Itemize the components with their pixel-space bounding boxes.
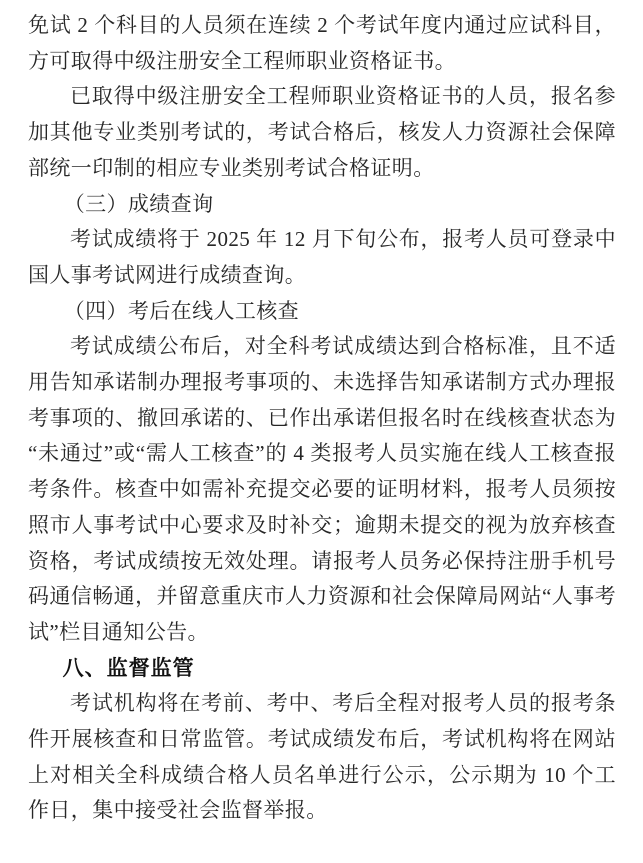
paragraph-supervision-detail: 考试机构将在考前、考中、考后全程对报考人员的报考条件开展核查和日常监管。考试成绩发布后，考试机构将在网站上对相关全科成绩合格人员名单进行公示，公示期为 10 个工作日，集中接受社会监督举报。 bbox=[28, 691, 616, 823]
heading-supervision: 八、监督监管 bbox=[62, 656, 195, 680]
paragraph-exemption-rule-continuation: 免试 2 个科目的人员须在连续 2 个考试年度内通过应试科目，方可取得中级注册安全工程师职业资格证书。 bbox=[28, 13, 616, 73]
subheading-post-exam-verification: （四）考后在线人工核查 bbox=[63, 298, 300, 323]
paragraph-certificate-holders-rule: 已取得中级注册安全工程师职业资格证书的人员，报名参加其他专业类别考试的，考试合格后，核发人力资源社会保障部统一印制的相应专业类别考试合格证明。 bbox=[28, 84, 616, 180]
paragraph-verification-procedure: 考试成绩公布后，对全科考试成绩达到合格标准，且不适用告知承诺制办理报考事项的、未选择告知承诺制方式办理报考事项的、撤回承诺的、已作出承诺但报名时在线核查状态为“未通过”或“需人工核查”的 4 类报考人员实施在线人工核查报考条件。核查中如需补充提交必要的证明材料，报考人员须按照市人事考试中心要求及时补交；逾期未提交的视为放弃核查资格，考试成绩按无效处理。请报考人员务必保持注册手机号码通信畅通，并留意重庆市人力资源和社会保障局网站“人事考试”栏目通知公告。 bbox=[28, 334, 616, 644]
paragraph-score-release-info: 考试成绩将于 2025 年 12 月下旬公布，报考人员可登录中国人事考试网进行成绩查询。 bbox=[28, 227, 616, 287]
subheading-score-query: （三）成绩查询 bbox=[63, 191, 214, 216]
